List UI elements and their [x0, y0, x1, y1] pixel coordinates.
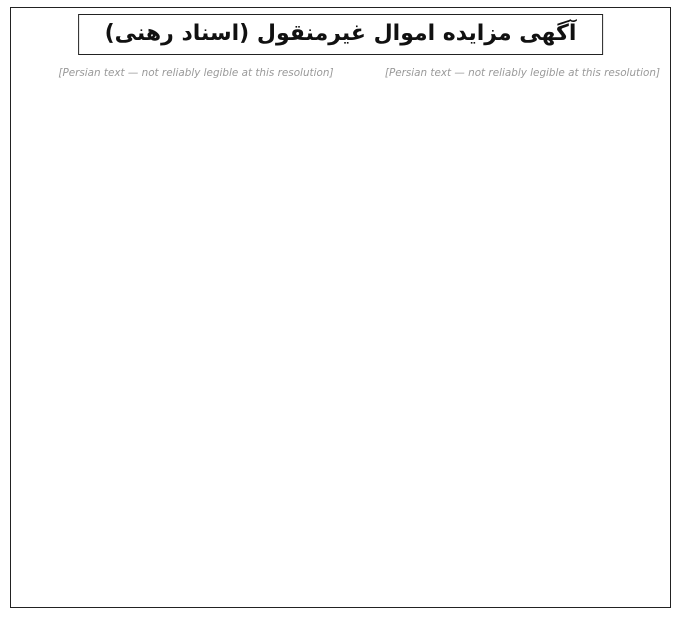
notice-body — [21, 66, 660, 599]
paragraph: [Persian text — not reliably legible at this resolution] — [384, 67, 660, 79]
right-column — [348, 66, 661, 599]
notice-title: آگهی مزایده اموال غیرمنقول (اسناد رهنی) — [78, 14, 604, 55]
notice-sheet — [10, 7, 671, 608]
left-column — [21, 66, 334, 599]
paragraph: [Persian text — not reliably legible at this resolution] — [58, 67, 334, 79]
